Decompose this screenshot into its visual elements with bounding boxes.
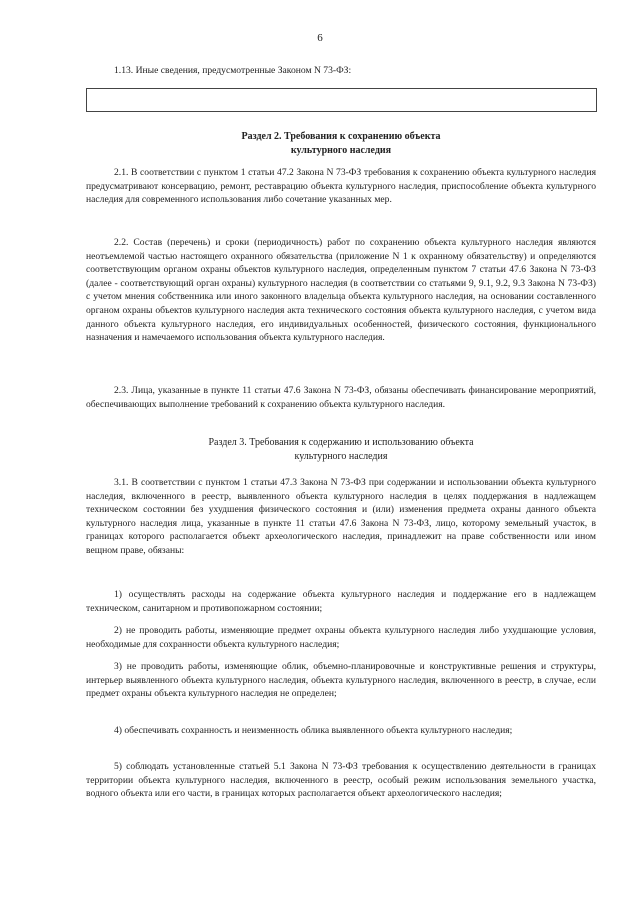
list-item: 4) обеспечивать сохранность и неизменность облика выявленного объекта культурного наследия; (114, 725, 513, 736)
list-item: 5) соблюдать установленные статьей 5.1 Закона N 73-ФЗ требования к осуществлению деятельности в границах территории объекта культурного наследия, включенного в реестр, особый режим использования земельного участка, водного объекта или его части, в границах которых располагается объект археологического наследия; (86, 761, 596, 800)
section-3-p1-wrap (86, 476, 596, 558)
section-3 (86, 436, 596, 463)
section-3-title-line1: Раздел 3. Требования к содержанию и использованию объекта (208, 437, 474, 448)
paragraph-2-3: 2.3. Лица, указанные в пункте 11 статьи 47.6 Закона N 73-ФЗ, обязаны обеспечивать финансирование мероприятий, обеспечивающих выполнение требований к сохранению объекта культурного наследия. (86, 385, 596, 410)
section-2-title-line1: Раздел 2. Требования к сохранению объекта (241, 131, 441, 142)
item-5-wrap (86, 760, 596, 801)
section-2-p2-wrap (86, 236, 596, 345)
section-2-p3-wrap (86, 384, 596, 411)
section-2-p1-wrap (86, 166, 596, 207)
paragraph-2-2: 2.2. Состав (перечень) и сроки (периодичность) работ по сохранению объекта культурного наследия являются неотъемлемой частью настоящего охранного обязательства (приложение N 1 к охранному обязательству) и определяются соответствующим органом охраны объектов культурного наследия, определенным пунктом 7 статьи 47.6 Закона N 73-ФЗ (далее - соответствующий орган охраны) культурного наследия (в соответствии со статьями 9, 9.1, 9.2, 9.3 Закона N 73-ФЗ) с учетом мнения собственника или иного законного владельца объекта культурного наследия, на основании составленного органом охраны объектов культурного наследия акта технического состояния объекта культурного наследия, с учетом вида данного объекта культурного наследия, его индивидуальных особенностей, физического состояния, функционального назначения и намечаемого использования объекта культурного наследия. (86, 237, 596, 344)
list-item: 3) не проводить работы, изменяющие облик, объемно-планировочные и конструктивные решения и структуры, интерьер выявленного объекта культурного наследия, объекта культурного наследия, включенного в реестр, в случае, если предмет охраны объекта культурного наследия не определен; (86, 661, 596, 700)
item-1-wrap (86, 588, 596, 615)
item-1-13-text: 1.13. Иные сведения, предусмотренные Законом N 73-ФЗ: (114, 65, 352, 76)
section-2-title-line2: культурного наследия (290, 144, 392, 156)
section-3-title-line2: культурного наследия (294, 450, 388, 462)
item-3-wrap (86, 660, 596, 701)
page-number: 6 (317, 32, 323, 44)
empty-field-box (86, 88, 597, 112)
list-item: 2) не проводить работы, изменяющие предмет охраны объекта культурного наследия либо ухудшающие условия, необходимые для сохранности объекта культурного наследия; (86, 625, 596, 650)
paragraph-3-1: 3.1. В соответствии с пунктом 1 статьи 47.3 Закона N 73-ФЗ при содержании и использовании объекта культурного наследия, включенного в реестр, выявленного объекта культурного наследия в целях поддержания в надлежащем техническом состоянии без ухудшения физического состояния и (или) изменения предмета охраны данного объекта культурного наследия лица, указанные в пункте 11 статьи 47.6 Закона N 73-ФЗ, лицо, которому земельный участок, в границах которого располагается объект археологического наследия, принадлежит на праве собственности или ином вещном праве, обязаны: (86, 477, 596, 556)
section-2 (86, 130, 596, 157)
item-4-wrap (86, 724, 596, 738)
list-item: 1) осуществлять расходы на содержание объекта культурного наследия и поддержание его в надлежащем техническом, санитарном и противопожарном состоянии; (86, 589, 596, 614)
item-2-wrap (86, 624, 596, 651)
paragraph-2-1: 2.1. В соответствии с пунктом 1 статьи 47.2 Закона N 73-ФЗ требования к сохранению объекта культурного наследия предусматривают консервацию, ремонт, реставрацию объекта культурного наследия, приспособление объекта культурного наследия для современного использования либо сочетание указанных мер. (86, 167, 596, 206)
